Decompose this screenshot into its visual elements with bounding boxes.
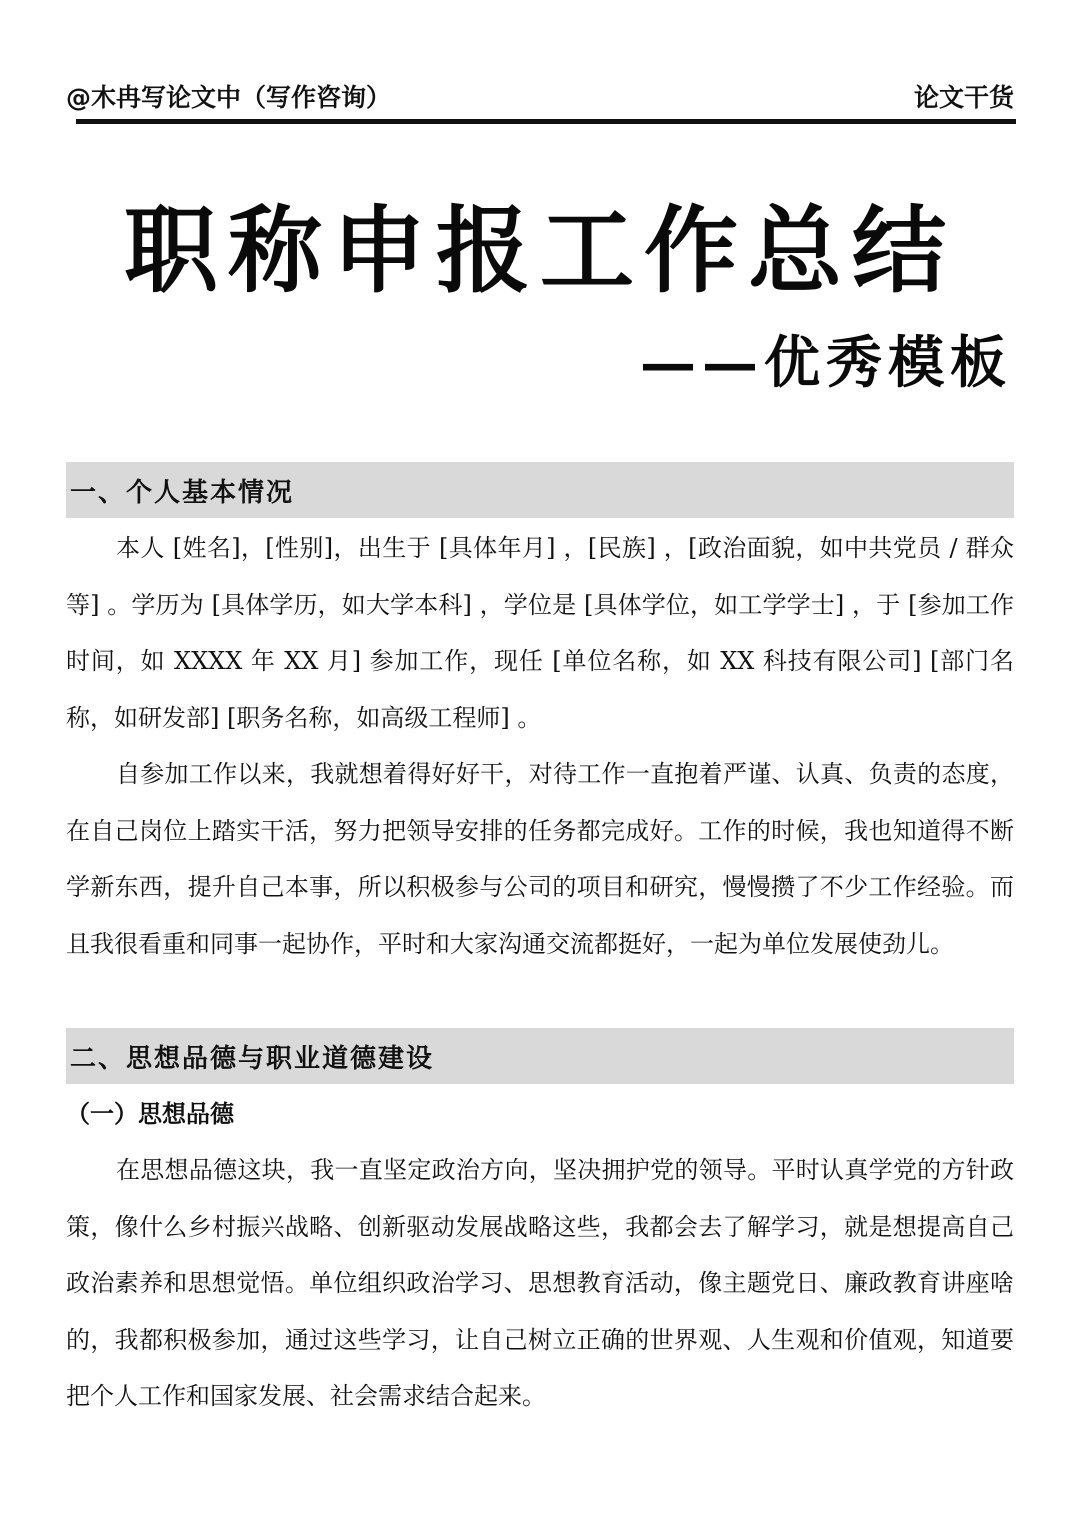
page-header <box>66 74 1014 118</box>
header-divider <box>76 119 1016 124</box>
document-title: 职称申报工作总结 <box>123 196 956 306</box>
category-label: 论文干货 <box>913 83 1014 112</box>
section-heading-ethics: 二、思想品德与职业道德建设 <box>66 1028 1014 1084</box>
subsection-heading-ideology: （一）思想品德 <box>66 1099 234 1128</box>
paragraph-work-attitude: 自参加工作以来，我就想着得好好干，对待工作一直抱着严谨、认真、负责的态度，在自己岗位上踏实干活，努力把领导安排的任务都完成好。工作的时候，我也知道得不断学新东西，提升自己本事，所以积极参与公司的项目和研究，慢慢攒了不少工作经验。而且我很看重和同事一起协作，平时和大家沟通交流都挺好，一起为单位发展使劲儿。 <box>66 760 1014 958</box>
document-subtitle: ——优秀模板 <box>640 330 1012 396</box>
section-heading-basic-info: 一、个人基本情况 <box>66 462 1014 518</box>
paragraph-basic-info: 本人 [姓名]，[性别]，出生于 [具体年月] ，[民族] ，[政治面貌，如中共党员 / 群众等] 。学历为 [具体学历，如大学本科] ，学位是 [具体学位，如工学学士] ，于 [参加工作时间，如 XXXX 年 XX 月] 参加工作，现任 [单位名称，如 XX 科技有限公司] [部门名称，如研发部] [职务名称，如高级工程师] 。 <box>66 534 1014 732</box>
author-handle: @木冉写论文中（写作咨询） <box>66 83 392 112</box>
paragraph-ideology: 在思想品德这块，我一直坚定政治方向，坚决拥护党的领导。平时认真学党的方针政策，像什么乡村振兴战略、创新驱动发展战略这些，我都会去了解学习，就是想提高自己政治素养和思想觉悟。单位组织政治学习、思想教育活动，像主题党日、廉政教育讲座啥的，我都积极参加，通过这些学习，让自己树立正确的世界观、人生观和价值观，知道要把个人工作和国家发展、社会需求结合起来。 <box>66 1156 1014 1410</box>
